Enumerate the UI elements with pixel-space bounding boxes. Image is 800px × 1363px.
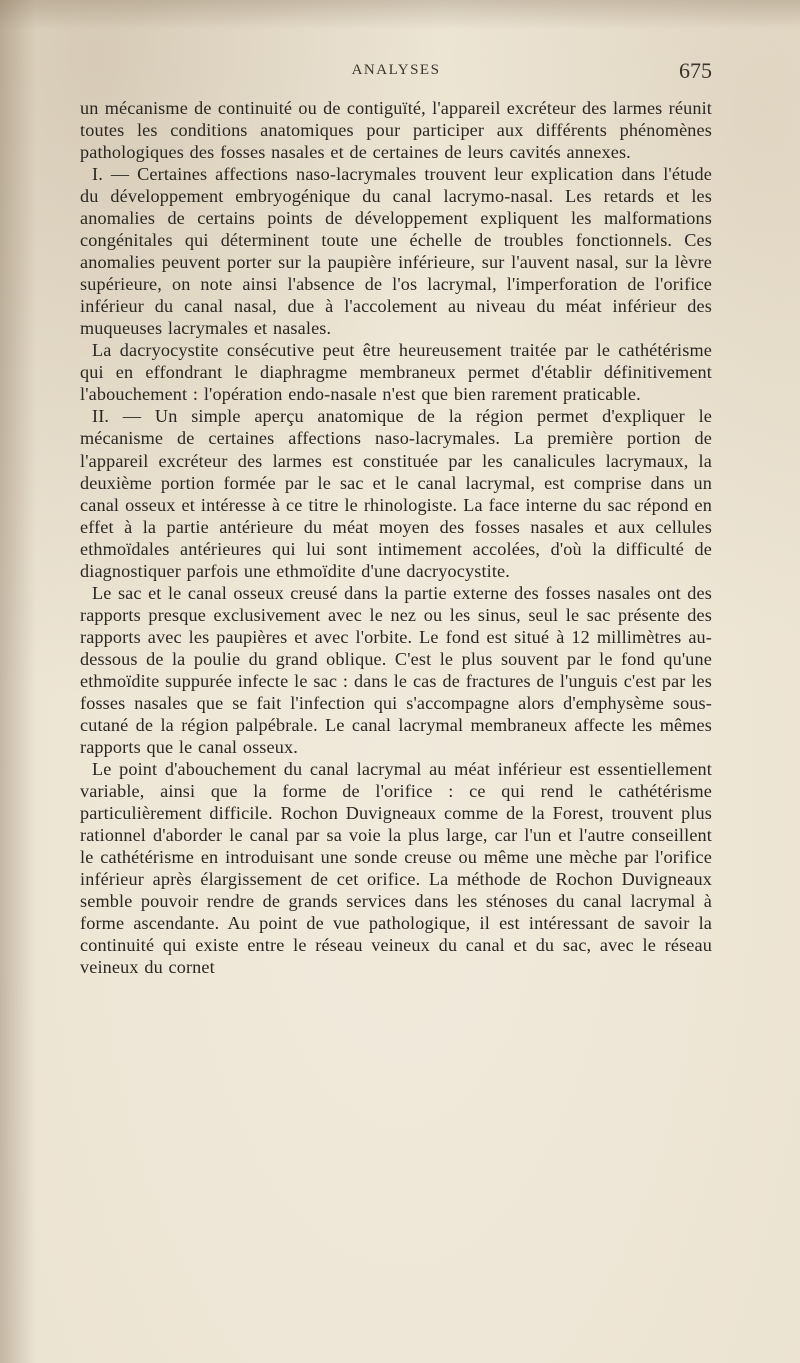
page-header	[80, 58, 712, 88]
paragraph: Le sac et le canal osseux creusé dans la partie externe des fosses nasales ont des rapports presque exclusivement avec le nez ou les sinus, seul le sac présente des rapports avec les paupières et avec l'orbite. Le fond est situé à 12 millimètres au-dessous de la poulie du grand oblique. C'est le plus souvent par le fond qu'une ethmoïdite suppurée infecte le sac : dans le cas de fractures de l'unguis c'est par les fosses nasales que se fait l'infection qui s'accompagne alors d'emphysème sous-cutané de la région palpébrale. Le canal lacrymal membraneux affecte les mêmes rapports que le canal osseux.	[80, 582, 712, 757]
paragraph: Le point d'abouchement du canal lacrymal au méat inférieur est essentiellement variable, ainsi que la forme de l'orifice : ce qui rend le cathétérisme particulièrement difficile. Rochon Duvigneaux comme de la Forest, trouvent plus rationnel d'aborder le canal par sa voie la plus large, car l'un et l'autre conseillent le cathétérisme en introduisant une sonde creuse ou même une mèche par l'orifice inférieur après élargissement de cet orifice. La méthode de Rochon Duvigneaux semble pouvoir rendre de grands services dans les sténoses du canal lacrymal à forme ascendante. Au point de vue pathologique, il est intéressant de savoir la continuité qui existe entre le réseau veineux du canal et du sac, avec le réseau veineux du cornet	[80, 758, 712, 978]
page-edge-shadow	[0, 0, 36, 1363]
page-top-shadow	[0, 0, 800, 30]
paragraph: un mécanisme de continuité ou de contiguïté, l'appareil excréteur des larmes réunit toutes les conditions anatomiques pour participer aux différents phénomènes pathologiques des fosses nasales et de certaines de leurs cavités annexes.	[80, 98, 712, 163]
paragraph: II. — Un simple aperçu anatomique de la région permet d'expliquer le mécanisme de certaines affections naso-lacrymales. La première portion de l'appareil excréteur des larmes est constituée par les canalicules lacrymaux, la deuxième portion formée par le sac et le canal lacrymal, est comprise dans un canal osseux et intéresse à ce titre le rhinologiste. La face interne du sac répond en effet à la partie antérieure du méat moyen des fosses nasales et aux cellules ethmoïdales antérieures qui lui sont intimement accolées, d'où la difficulté de diagnostiquer parfois une ethmoïdite d'une dacryocystite.	[80, 406, 712, 581]
running-head: ANALYSES	[351, 62, 441, 78]
body-text	[80, 97, 712, 978]
paragraph: La dacryocystite consécutive peut être heureusement traitée par le cathétérisme qui en effondrant le diaphragme membraneux permet d'établir définitivement l'abouchement : l'opération endo-nasale n'est que bien rarement praticable.	[80, 340, 712, 405]
paragraph: I. — Certaines affections naso-lacrymales trouvent leur explication dans l'étude du développement embryogénique du canal lacrymo-nasal. Les retards et les anomalies de certains points de développement expliquent les malformations congénitales qui déterminent toute une échelle de troubles fonctionnels. Ces anomalies peuvent porter sur la paupière inférieure, sur l'auvent nasal, sur la lèvre supérieure, on note ainsi l'absence de l'os lacrymal, l'imperforation de l'orifice inférieur du canal nasal, due à l'accolement au niveau du méat inférieur des muqueuses lacrymales et nasales.	[80, 164, 712, 339]
page-number: 675	[679, 58, 712, 83]
